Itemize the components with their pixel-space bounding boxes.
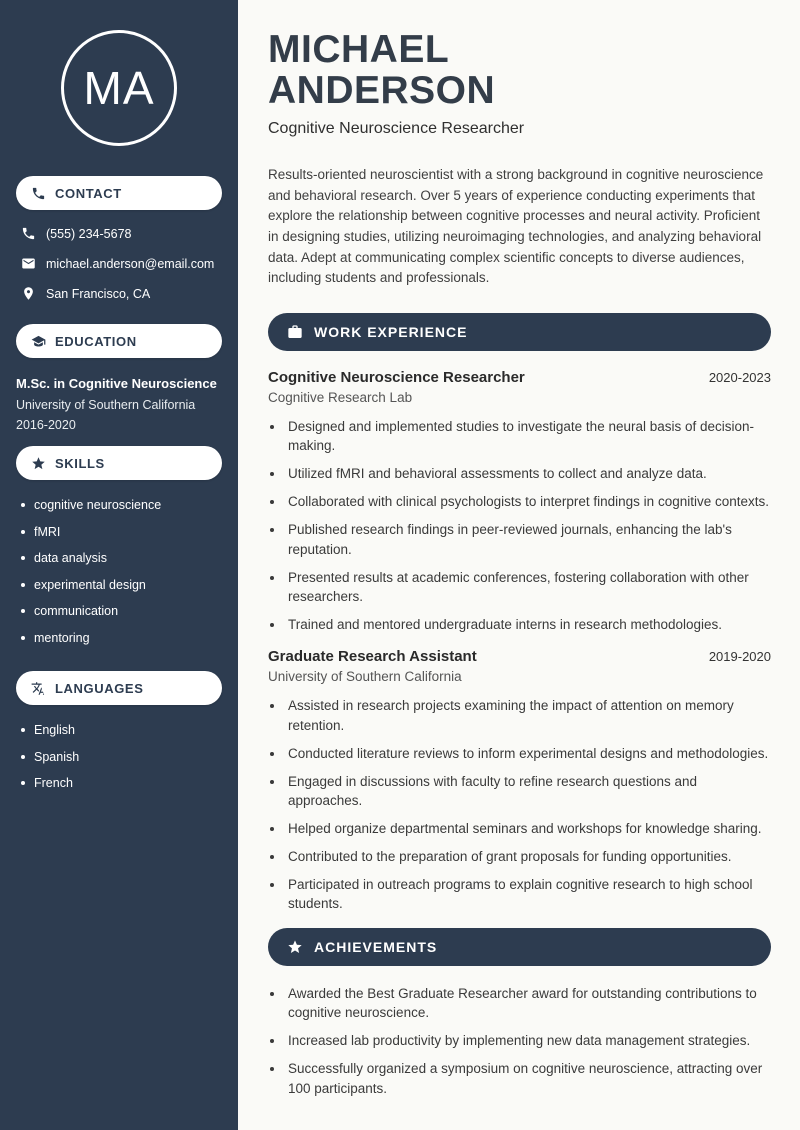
job-bullet: • Assisted in research projects examining the impact of attention on memory retention. [285, 696, 771, 735]
job-entry [268, 369, 771, 634]
contact-email-value: michael.anderson@email.com [46, 256, 215, 271]
languages-section-title: LANGUAGES [55, 680, 144, 696]
contact-section-title: CONTACT [55, 185, 122, 201]
job-bullet: • Presented results at academic conferences, fostering collaboration with other researchers. [285, 568, 771, 607]
star-icon [31, 456, 46, 471]
work-experience-section-header [268, 313, 771, 351]
phone-icon [31, 186, 46, 201]
job-bullet: • Engaged in discussions with faculty to refine research questions and approaches. [285, 772, 771, 811]
contact-phone-row [0, 226, 238, 241]
job-bullet: • Helped organize departmental seminars and workshops for knowledge sharing. [285, 819, 771, 838]
achievement-bullet: • Increased lab productivity by implementing new data management strategies. [285, 1031, 771, 1050]
achievements-section-header [268, 928, 771, 966]
education-school: University of Southern California [16, 398, 196, 412]
education-section-header [16, 324, 222, 358]
skill-item: communication [21, 604, 222, 618]
graduation-cap-icon [31, 334, 46, 349]
job-role: Cognitive Neuroscience Researcher [268, 368, 525, 386]
phone-icon [21, 226, 36, 241]
education-years: 2016-2020 [16, 418, 76, 432]
achievement-bullet: • Awarded the Best Graduate Researcher award for outstanding contributions to cognitive neuroscience. [285, 984, 771, 1023]
languages-section-header [16, 671, 222, 705]
achievement-bullet: • Successfully organized a symposium on cognitive neuroscience, attracting over 100 participants. [285, 1059, 771, 1098]
contact-email-row [0, 256, 238, 271]
location-pin-icon [21, 286, 36, 301]
education-section-title: EDUCATION [55, 333, 137, 349]
candidate-last-name: ANDERSON [268, 68, 496, 112]
languages-list [0, 721, 238, 809]
job-bullet: • Contributed to the preparation of grant proposals for funding opportunities. [285, 847, 771, 866]
job-bullet-list [268, 696, 771, 913]
skill-item: mentoring [21, 631, 222, 645]
job-bullet: • Collaborated with clinical psychologists to interpret findings in cognitive contexts. [285, 492, 771, 511]
skills-section-title: SKILLS [55, 455, 105, 471]
job-bullet: • Published research findings in peer-reviewed journals, enhancing the lab's reputation. [285, 520, 771, 559]
contact-location-value: San Francisco, CA [46, 286, 151, 301]
job-bullet: • Designed and implemented studies to investigate the neural basis of decision-making. [285, 417, 771, 456]
job-bullet: • Conducted literature reviews to inform experimental designs and methodologies. [285, 744, 771, 763]
candidate-job-title: Cognitive Neuroscience Researcher [268, 120, 525, 138]
job-company: Cognitive Research Lab [268, 389, 413, 405]
language-item: French [21, 776, 222, 790]
achievements-list [268, 984, 771, 1098]
translate-icon [31, 681, 46, 696]
job-entry [268, 648, 771, 913]
avatar-initials: MA [83, 62, 155, 114]
skill-item: cognitive neuroscience [21, 498, 222, 512]
star-icon [287, 939, 303, 955]
job-company: University of Southern California [268, 669, 462, 685]
job-bullet-list [268, 417, 771, 634]
education-entry [0, 374, 238, 438]
job-bullet: • Trained and mentored undergraduate interns in research methodologies. [285, 615, 771, 634]
job-dates: 2019-2020 [708, 649, 771, 665]
sidebar [0, 0, 238, 1130]
job-bullet: • Participated in outreach programs to explain cognitive research to high school students. [285, 875, 771, 914]
skill-item: fMRI [21, 525, 222, 539]
job-dates: 2020-2023 [708, 369, 771, 385]
profile-summary: Results-oriented neuroscientist with a strong background in cognitive neuroscience and behavioral research. Over 5 years of experience conducting experiments that explore the relationship between cognitive processes and neural activity. Proficient in designing studies, utilizing neuroimaging technologies, and analyzing behavioral data. Adept at communicating complex scientific concepts to diverse audiences, including students and professionals. [268, 167, 764, 286]
contact-phone-value: (555) 234-5678 [46, 226, 132, 241]
achievements-section-title: ACHIEVEMENTS [314, 938, 438, 955]
job-bullet: • Utilized fMRI and behavioral assessments to collect and analyze data. [285, 464, 771, 483]
email-icon [21, 256, 36, 271]
briefcase-icon [287, 324, 303, 340]
main-content [238, 0, 800, 1130]
language-item: English [21, 723, 222, 737]
job-header [268, 648, 771, 665]
job-role: Graduate Research Assistant [268, 648, 477, 666]
language-item: Spanish [21, 750, 222, 764]
skills-list [0, 496, 238, 663]
education-degree: M.Sc. in Cognitive Neuroscience [16, 376, 217, 391]
skill-item: data analysis [21, 551, 222, 565]
skill-item: experimental design [21, 578, 222, 592]
avatar [61, 30, 177, 146]
contact-location-row [0, 286, 238, 301]
work-experience-section-title: WORK EXPERIENCE [314, 323, 468, 340]
contact-section-header [16, 176, 222, 210]
job-header [268, 369, 771, 386]
candidate-first-name: MICHAEL [268, 28, 450, 71]
candidate-name [268, 30, 771, 111]
skills-section-header [16, 446, 222, 480]
